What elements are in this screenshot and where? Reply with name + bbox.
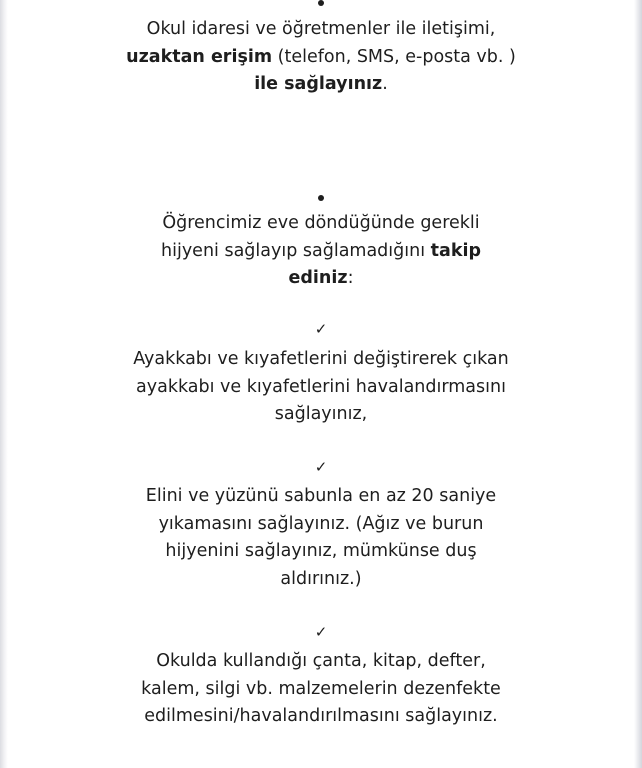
communication-line-1: Okul idaresi ve öğretmenler ile iletişimi, xyxy=(146,19,496,39)
disinfect-item xyxy=(0,648,642,731)
do-colon: : xyxy=(347,268,354,288)
check-mark-icon: ✓ xyxy=(314,458,328,476)
handwash-line-2: yıkamasını sağlayınız. (Ağız ve burun xyxy=(158,513,484,534)
bullet-dot-icon xyxy=(0,187,642,207)
communication-paragraph xyxy=(0,16,642,99)
do-bold: ediniz xyxy=(288,268,348,288)
hygiene-check-paragraph xyxy=(0,210,642,293)
handwash-line-4: aldırınız.) xyxy=(280,568,362,589)
hygiene-line-2 xyxy=(0,238,642,266)
remote-access-bold: uzaktan erişim xyxy=(126,46,273,67)
bullet-dot-shape xyxy=(318,0,324,6)
shoes-line-2: ayakkabı ve kıyafetlerini havalandırmasını xyxy=(136,376,506,397)
hygiene-line-3 xyxy=(0,265,642,293)
communication-line-3 xyxy=(0,71,642,99)
shoes-line-1: Ayakkabı ve kıyafetlerini değiştirerek çıkan xyxy=(133,349,509,369)
disinfect-line-1: Okulda kullandığı çanta, kitap, defter, xyxy=(156,651,486,671)
check-mark-icon: ✓ xyxy=(314,623,328,641)
disinfect-line-2: kalem, silgi vb. malzemelerin dezenfekte xyxy=(141,678,501,699)
follow-bold: takip xyxy=(430,240,481,261)
check-mark-icon: ✓ xyxy=(314,320,328,338)
bullet-dot-icon xyxy=(0,0,642,12)
provide-bold: ile sağlayınız xyxy=(254,74,383,94)
shoes-line-3: sağlayınız, xyxy=(274,404,368,424)
handwash-item xyxy=(0,483,642,593)
handwash-line-1: Elini ve yüzünü sabunla en az 20 saniye xyxy=(145,486,497,506)
shoes-clothes-item xyxy=(0,346,642,429)
handwash-line-3: hijyenini sağlayınız, mümkünse duş xyxy=(165,541,477,561)
hygiene-line-1: Öğrencimiz eve döndüğünde gerekli xyxy=(162,213,480,233)
remote-access-examples: (telefon, SMS, e-posta vb. ) xyxy=(272,46,516,67)
hygiene-line-2-text: hijyeni sağlayıp sağlamadığını xyxy=(161,240,431,261)
communication-line-2 xyxy=(0,44,642,72)
provide-period: . xyxy=(382,74,388,94)
disinfect-line-3: edilmesini/havalandırılmasını sağlayınız. xyxy=(144,706,498,726)
bullet-dot-shape xyxy=(318,195,324,201)
